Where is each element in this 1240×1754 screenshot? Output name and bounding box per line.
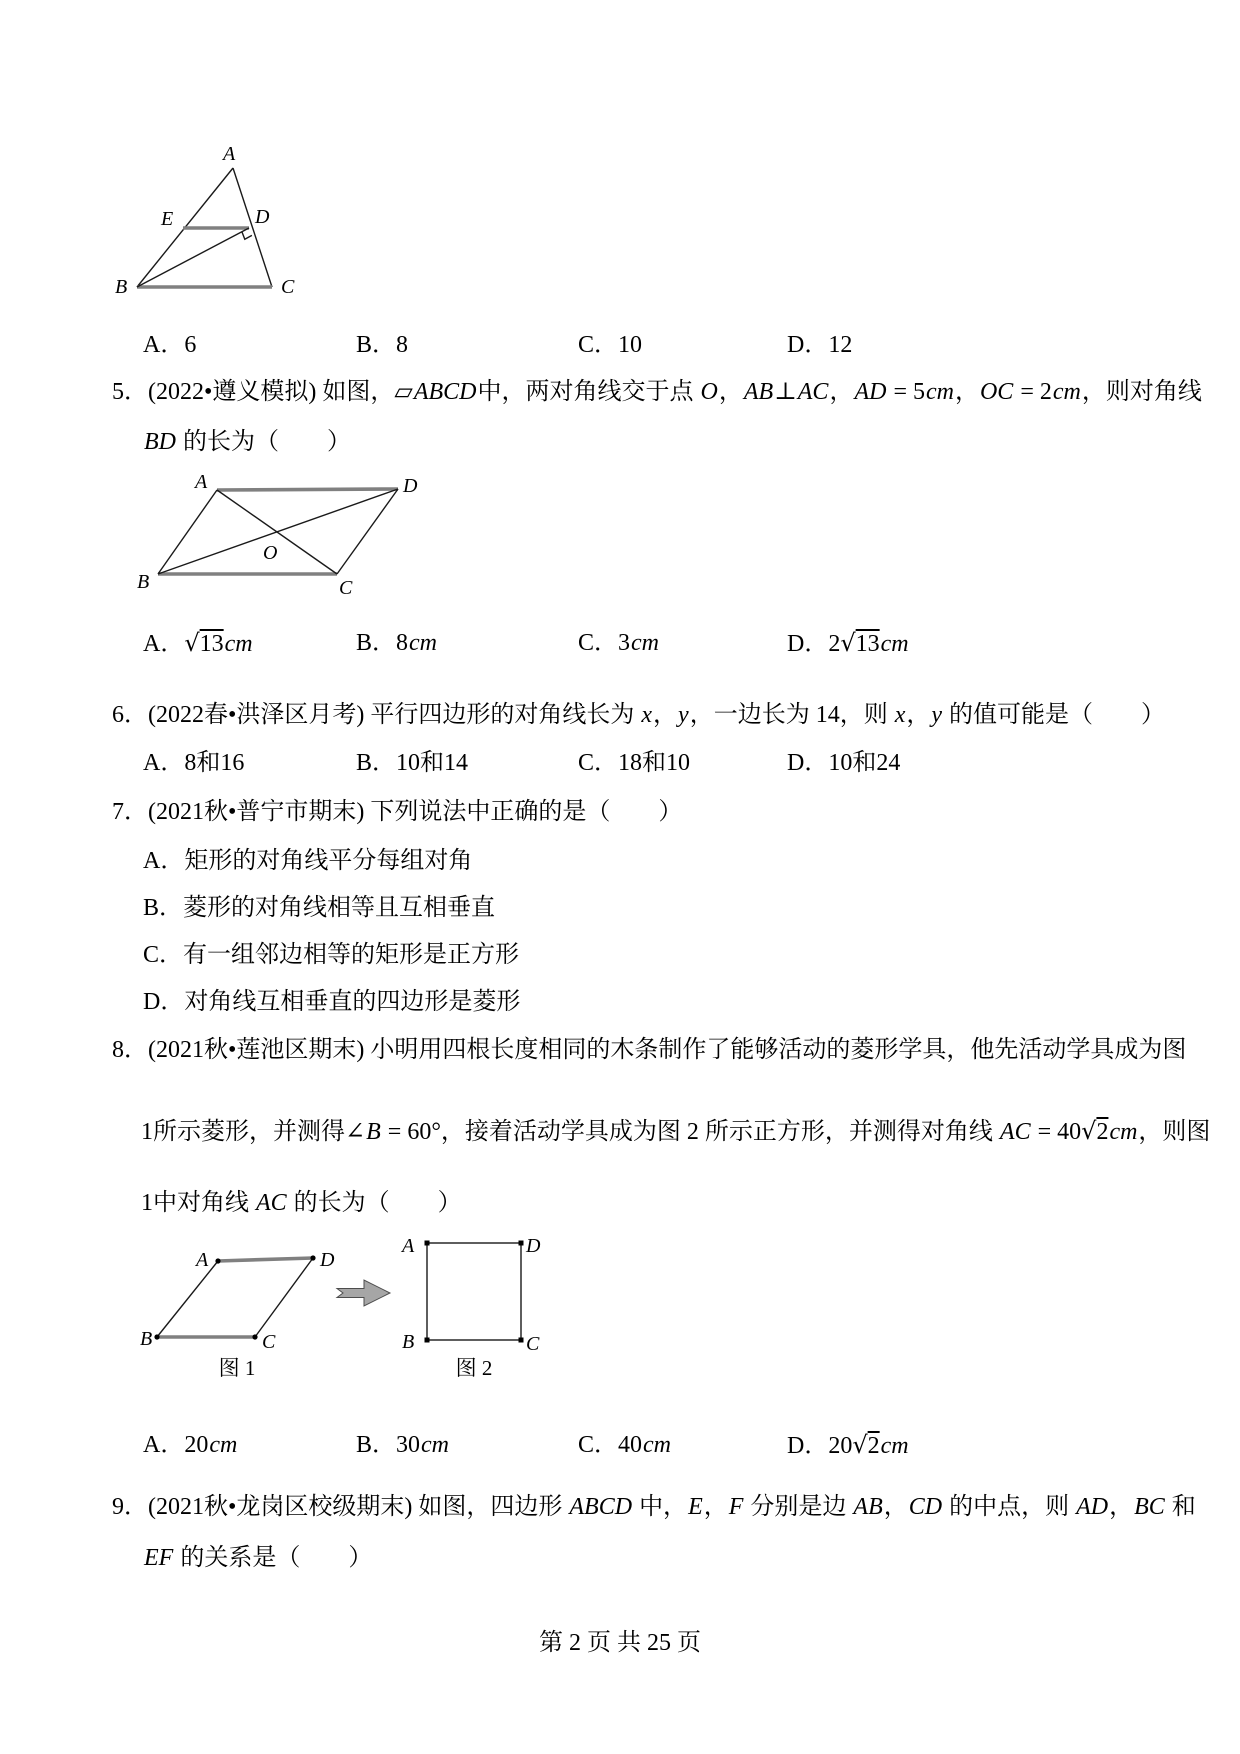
fig2-square [427,1243,521,1340]
diagonal-BD [158,489,398,574]
vertex-label-B: B [137,571,150,593]
vertex-label-D: D [255,206,270,228]
side-AD [217,489,398,490]
vertex-label-C: C [281,276,295,298]
vertex-label-C: C [339,577,353,599]
fig2-corner-dot-A [425,1241,430,1246]
fig1-label-B: B [140,1328,153,1350]
question-8-line-2: 1所示菱形，并测得∠B = 60°，接着活动学具成为图 2 所示正方形，并测得对角线 AC = 40√2cm，则图 [141,1117,1211,1145]
fig1-vertex-dot-A [215,1258,220,1263]
option-a: A．6 [143,332,197,358]
option-b: B．10和14 [356,750,469,776]
question-7-option-a: A．矩形的对角线平分每组对角 [143,848,473,874]
vertex-label-D: D [403,475,418,497]
fig2-corner-dot-C [519,1338,524,1343]
fig1-side-AD [218,1258,313,1261]
option-b: B．8cm [356,630,437,656]
side-AB [158,490,217,574]
rhombus-to-square-diagram [140,1228,570,1383]
fig1-label-C: C [262,1331,276,1353]
option-d: D．2√13cm [787,629,909,657]
fig1-side-AB [157,1261,218,1337]
fig1-side-DC [255,1258,313,1337]
option-d: D．12 [787,332,853,358]
vertex-label-A: A [223,143,236,165]
question-4-figure [115,130,315,312]
transform-arrow-icon [337,1280,390,1306]
question-5-figure [135,462,425,609]
question-9-line-1: 9．(2021秋•龙岗区校级期末) 如图，四边形 ABCD 中，E，F 分别是边 AB，CD 的中点，则 AD，BC 和 [112,1494,1196,1520]
fig2-label-C: C [526,1333,540,1355]
question-6-options [0,748,1240,786]
fig1-label-D: D [320,1249,335,1271]
vertex-label-A: A [195,471,208,493]
center-label-O: O [263,542,278,564]
option-c: C．10 [578,332,643,358]
option-d: D．10和24 [787,750,901,776]
vertex-label-B: B [115,276,128,298]
fig2-corner-dot-B [425,1338,430,1343]
option-a: A．√13cm [143,629,253,657]
option-d: D．20√2cm [787,1431,909,1459]
fig2-label-A: A [402,1235,415,1257]
question-7-option-d: D．对角线互相垂直的四边形是菱形 [143,989,521,1015]
question-8-line-3: 1中对角线 AC 的长为（ ） [141,1190,462,1216]
option-a: A．8和16 [143,750,245,776]
question-8-figure [140,1228,570,1390]
question-8-options [0,1430,1240,1468]
page-number-footer: 第 2 页 共 25 页 [539,1630,701,1656]
question-7-option-c: C．有一组邻边相等的矩形是正方形 [143,942,520,968]
option-c: C．40cm [578,1432,671,1458]
question-5-line-1: 5．(2022•遵义模拟) 如图，▱ABCD中，两对角线交于点 O，AB⊥AC，AD = 5cm，OC = 2cm，则对角线 [112,379,1202,405]
fig1-vertex-dot-D [310,1255,315,1260]
question-5-line-2: BD 的长为（ ） [144,429,351,455]
question-7-line-1: 7．(2021秋•普宁市期末) 下列说法中正确的是（ ） [112,799,683,825]
right-angle-mark [242,232,252,240]
fig1-vertex-dot-B [154,1334,159,1339]
option-b: B．8 [356,332,409,358]
triangle-diagram [115,130,315,305]
fig2-label-D: D [526,1235,541,1257]
question-4-options [0,330,1240,368]
fig2-corner-dot-D [519,1241,524,1246]
option-c: C．3cm [578,630,659,656]
fig2-label-B: B [402,1331,415,1353]
fig1-label-A: A [196,1249,209,1271]
question-9-line-2: EF 的关系是（ ） [144,1545,373,1571]
question-5-options [0,628,1240,666]
question-7-option-b: B．菱形的对角线相等且互相垂直 [143,895,496,921]
option-b: B．30cm [356,1432,449,1458]
vertex-label-E: E [161,208,174,230]
option-c: C．18和10 [578,750,691,776]
fig1-vertex-dot-C [252,1334,257,1339]
fig1-caption: 图 1 [218,1356,256,1380]
question-6-line-1: 6．(2022春•洪泽区月考) 平行四边形的对角线长为 x，y，一边长为 14，则 x，y 的值可能是（ ） [112,702,1166,728]
question-8-line-1: 8．(2021秋•莲池区期末) 小明用四根长度相同的木条制作了能够活动的菱形学具，他先活动学具成为图 [112,1037,1187,1063]
side-DC [337,489,398,574]
segment-BD [137,228,249,287]
option-a: A．20cm [143,1432,238,1458]
fig2-caption: 图 2 [455,1356,493,1380]
parallelogram-diagram [135,462,425,602]
